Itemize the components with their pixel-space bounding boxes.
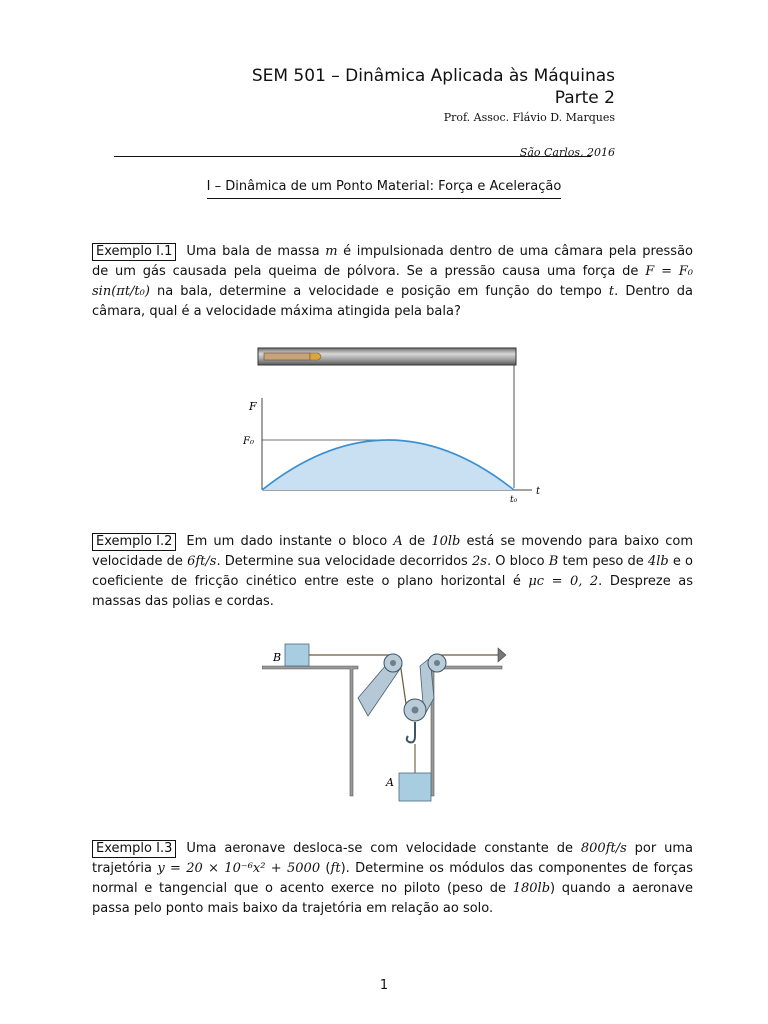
course-title: SEM 501 – Dinâmica Aplicada às Máquinas [251,66,615,86]
right-support [422,666,502,796]
right-pulley-hub [434,660,440,666]
example-2-label: Exemplo I.2 [92,533,176,551]
powder-charge [264,353,310,360]
block-a-label: A [386,776,394,789]
figure-pulley-system [262,636,520,806]
block-b-label: B [273,651,282,664]
figure-bullet-force [240,340,560,510]
block-a [399,773,431,801]
bullet-icon [310,353,321,360]
example-2 [92,532,693,612]
section-title-text: I – Dinâmica de um Ponto Material: Força e Aceleração [207,179,562,199]
block-b [285,644,309,666]
page-number: 1 [379,978,389,993]
example-3-label: Exemplo I.3 [92,840,176,858]
place-year: São Carlos, 2016 [519,146,615,159]
example-1-label: Exemplo I.1 [92,243,176,261]
x-axis-label: t [536,486,541,497]
rope-anchor [498,648,506,662]
hook-icon [407,722,415,742]
left-pulley-hub [390,660,396,666]
example-2-text: Em um dado instante o bloco A de 10lb está se movendo para baixo com velocidade de 6ft/s. Determine sua velocidade decorridos 2s. O bloco B tem peso de 4lb e o coeficiente de fricção cinético entre este o plano horizontal é μc = 0, 2. Despreze as massas das polias e cordas. [92,534,694,609]
example-3-text: Uma aeronave desloca-se com velocidade constante de 800ft/s por uma trajetória y = 20 × 10⁻⁶x² + 5000 (ft). Determine os módulos das componentes de forças normal e tangencial que o acento exerce no piloto (peso de 180lb) quando a aeronave passa pelo ponto mais baixo da trajetória em relação ao solo. [92,841,694,916]
left-support [262,666,358,796]
professor-name: Prof. Assoc. Flávio D. Marques [443,111,615,124]
moving-pulley-hub [412,707,419,714]
end-time-label: t₀ [510,495,518,505]
example-3 [92,839,693,919]
y-axis-label: F [249,400,257,413]
part-label: Parte 2 [554,88,615,108]
example-1 [92,242,693,322]
peak-label: F₀ [243,436,254,447]
example-1-text: Uma bala de massa m é impulsionada dentro de uma câmara pela pressão de um gás causada pela queima de pólvora. Se a pressão causa uma força de F = F₀ sin(πt/t₀) na bala, determine a velocidade e posição em função do tempo t. Dentro da câmara, qual é a velocidade máxima atingida pela bala? [92,244,693,319]
section-title [0,179,768,199]
